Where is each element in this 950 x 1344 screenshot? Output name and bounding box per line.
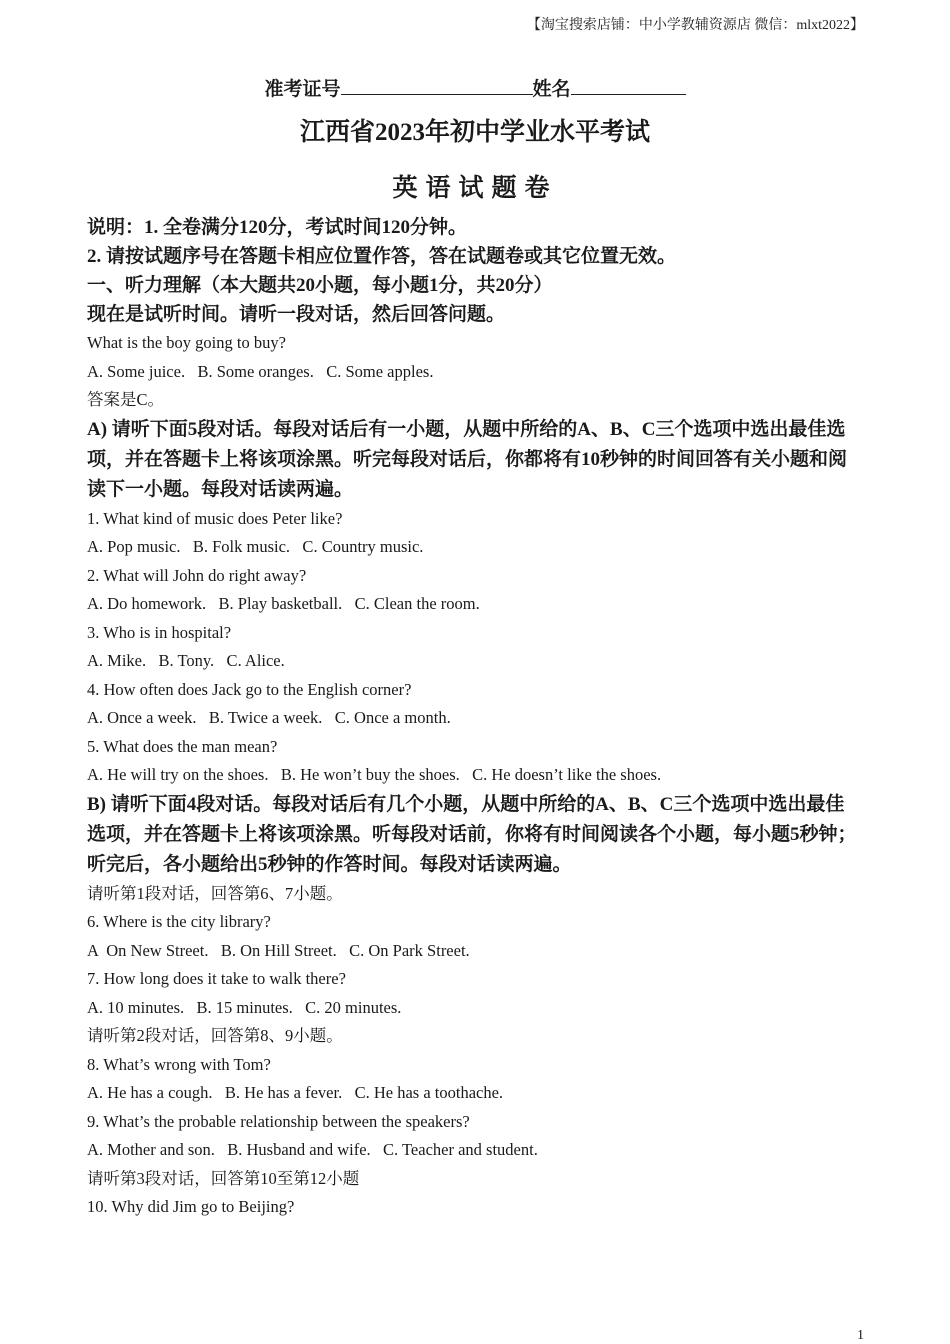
name-blank — [571, 76, 686, 95]
question-6: 6. Where is the city library? — [87, 912, 271, 931]
question-9-options: A. Mother and son. B. Husband and wife. C. Teacher and student. — [87, 1140, 538, 1159]
question-7: 7. How long does it take to walk there? — [87, 969, 346, 988]
exam-subtitle: 英语试题卷 — [392, 175, 558, 202]
exam-title: 江西省2023年初中学业水平考试 — [299, 119, 650, 146]
dialogue-3-intro: 请听第3段对话，回答第10至第12小题 — [87, 1168, 360, 1188]
part-b-instruction-3: 听完后，各小题给出5秒钟的作答时间。每段对话读两遍。 — [87, 853, 572, 875]
ticket-number-blank — [341, 76, 533, 95]
question-2-options: A. Do homework. B. Play basketball. C. Clean the room. — [87, 594, 480, 613]
question-10: 10. Why did Jim go to Beijing? — [87, 1197, 295, 1216]
practice-intro: 现在是试听时间。请听一段对话，然后回答问题。 — [87, 304, 506, 325]
question-3-options: A. Mike. B. Tony. C. Alice. — [87, 651, 285, 670]
part-a-instruction-1: A) 请听下面5段对话。每段对话后有一小题，从题中所给的A、B、C三个选项中选出最佳选 — [87, 418, 846, 440]
question-5: 5. What does the man mean? — [87, 736, 278, 756]
question-8: 8. What’s wrong with Tom? — [87, 1054, 271, 1074]
question-9: 9. What’s the probable relationship between the speakers? — [87, 1111, 470, 1131]
question-3: 3. Who is in hospital? — [87, 622, 232, 642]
header-note: 【淘宝搜索店铺：中小学教辅资源店 微信：mlxt2022】 — [526, 18, 864, 33]
question-8-options: A. He has a cough. B. He has a fever. C. He has a toothache. — [87, 1083, 504, 1102]
question-4-options: A. Once a week. B. Twice a week. C. Once a month. — [87, 708, 451, 727]
part-a-instruction-3: 读下一小题。每段对话读两遍。 — [87, 478, 354, 500]
part-b-instruction-2: 选项，并在答题卡上将该项涂黑。听每段对话前，你将有时间阅读各个小题，每小题5秒钟； — [87, 823, 857, 845]
instruction-line-2: 2. 请按试题序号在答题卡相应位置作答，答在试题卷或其它位置无效。 — [87, 246, 677, 267]
dialogue-1-intro: 请听第1段对话，回答第6、7小题。 — [87, 883, 343, 903]
practice-question: What is the boy going to buy? — [87, 333, 286, 352]
question-5-options: A. He will try on the shoes. B. He won’t buy the shoes. C. He doesn’t like the shoes. — [87, 765, 662, 784]
part-a-instruction-2: 项，并在答题卡上将该项涂黑。听完每段对话后，你都将有10秒钟的时间回答有关小题和阅 — [87, 448, 848, 470]
part-b-instruction-1: B) 请听下面4段对话。每段对话后有几个小题，从题中所给的A、B、C三个选项中选出最佳 — [87, 793, 845, 815]
practice-answer: 答案是C。 — [87, 390, 165, 409]
instruction-line-1: 说明：1. 全卷满分120分，考试时间120分钟。 — [87, 217, 468, 238]
section-1-heading: 一、听力理解（本大题共20小题，每小题1分，共20分） — [87, 275, 553, 296]
exam-content — [87, 213, 877, 1222]
name-label: 姓名 — [532, 79, 571, 100]
question-1: 1. What kind of music does Peter like? — [87, 508, 343, 528]
question-6-options: A On New Street. B. On Hill Street. C. On Park Street. — [87, 940, 470, 960]
practice-options: A. Some juice. B. Some oranges. C. Some apples. — [87, 361, 434, 381]
question-2: 2. What will John do right away? — [87, 565, 307, 585]
dialogue-2-intro: 请听第2段对话，回答第8、9小题。 — [87, 1026, 343, 1045]
ticket-number-label: 准考证号 — [264, 79, 341, 100]
question-4: 4. How often does Jack go to the English corner? — [87, 679, 412, 699]
question-7-options: A. 10 minutes. B. 15 minutes. C. 20 minutes. — [87, 997, 402, 1017]
admission-info — [0, 74, 950, 101]
page-number: 1 — [857, 1328, 864, 1343]
question-1-options: A. Pop music. B. Folk music. C. Country music. — [87, 537, 424, 556]
